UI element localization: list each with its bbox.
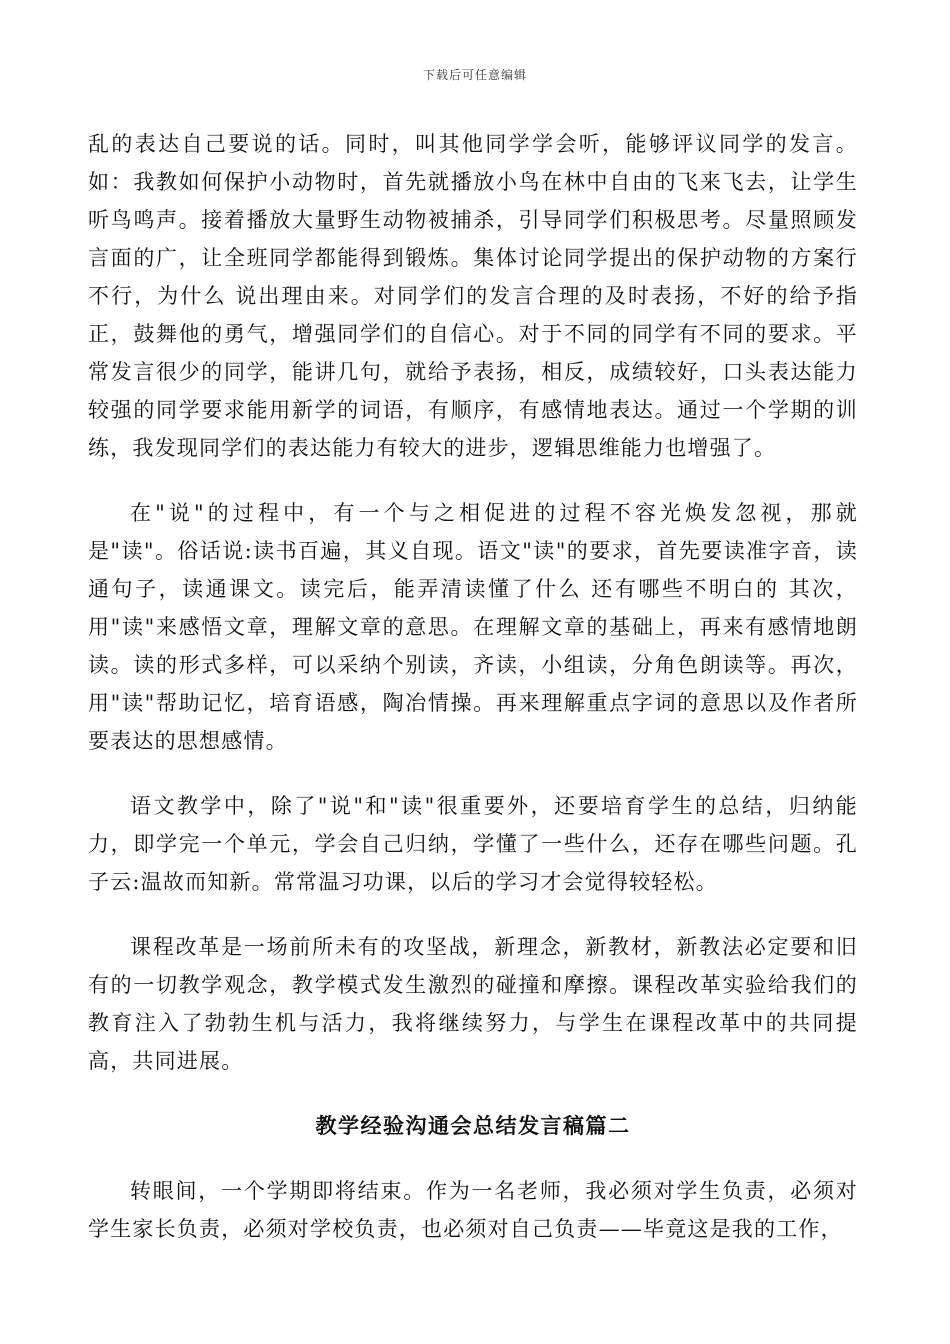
paragraph-5: 转眼间，一个学期即将结束。作为一名老师，我必须对学生负责，必须对学生家长负责，必须对学校负责，也必须对自己负责——毕竟这是我的工作， [88,1179,858,1241]
paragraph-3: 语文教学中，除了"说"和"读"很重要外，还要培育学生的总结，归纳能力，即学完一个单元，学会自己归纳，学懂了一些什么，还存在哪些问题。孔子云:温故而知新。常常温习功课，以后的学习才会觉得较轻松。 [88,794,858,894]
paragraph-1: 乱的表达自己要说的话。同时，叫其他同学学会听，能够评议同学的发言。如：我教如何保护小动物时，首先就播放小鸟在林中自由的飞来飞去，让学生听鸟鸣声。接着播放大量野生动物被捕杀，引导同学们积极思考。尽量照顾发言面的广，让全班同学都能得到锻炼。集体讨论同学提出的保护动物的方案行不行，为什么 说出理由来。对同学们的发言合理的及时表扬，不好的给予指正，鼓舞他的勇气，增强同学们的自信心。对于不同的同学有不同的要求。平常发言很少的同学，能讲几句，就给予表扬，相反，成绩较好，口头表达能力较强的同学要求能用新学的词语，有顺序，有感情地表达。通过一个学期的训练，我发现同学们的表达能力有较大的进步，逻辑思维能力也增强了。 [88,132,858,460]
paragraph-4: 课程改革是一场前所未有的攻坚战，新理念，新教材，新教法必定要和旧有的一切教学观念，教学模式发生激烈的碰撞和摩擦。课程改革实验给我们的教育注入了勃勃生机与活力，我将继续努力，与学生在课程改革中的共同提高，共同进展。 [88,935,858,1073]
section-title: 教学经验沟通会总结发言稿篇二 [315,1113,631,1138]
page-header: 下载后可任意编辑 [422,68,527,82]
paragraph-2: 在"说"的过程中，有一个与之相促进的过程不容光焕发忽视，那就是"读"。俗话说:读书百遍，其义自现。语文"读"的要求，首先要读准字音，读通句子，读通课文。读完后，能弄清读懂了什么 还有哪些不明白的 其次，用"读"来感悟文章，理解文章的意思。在理解文章的基础上，再来有感情地朗读。读的形式多样，可以采纳个别读，齐读，小组读，分角色朗读等。再次，用"读"帮助记忆，培育语感，陶冶情操。再来理解重点字词的意思以及作者所要表达的思想感情。 [88,501,858,753]
document-body [88,125,858,1248]
